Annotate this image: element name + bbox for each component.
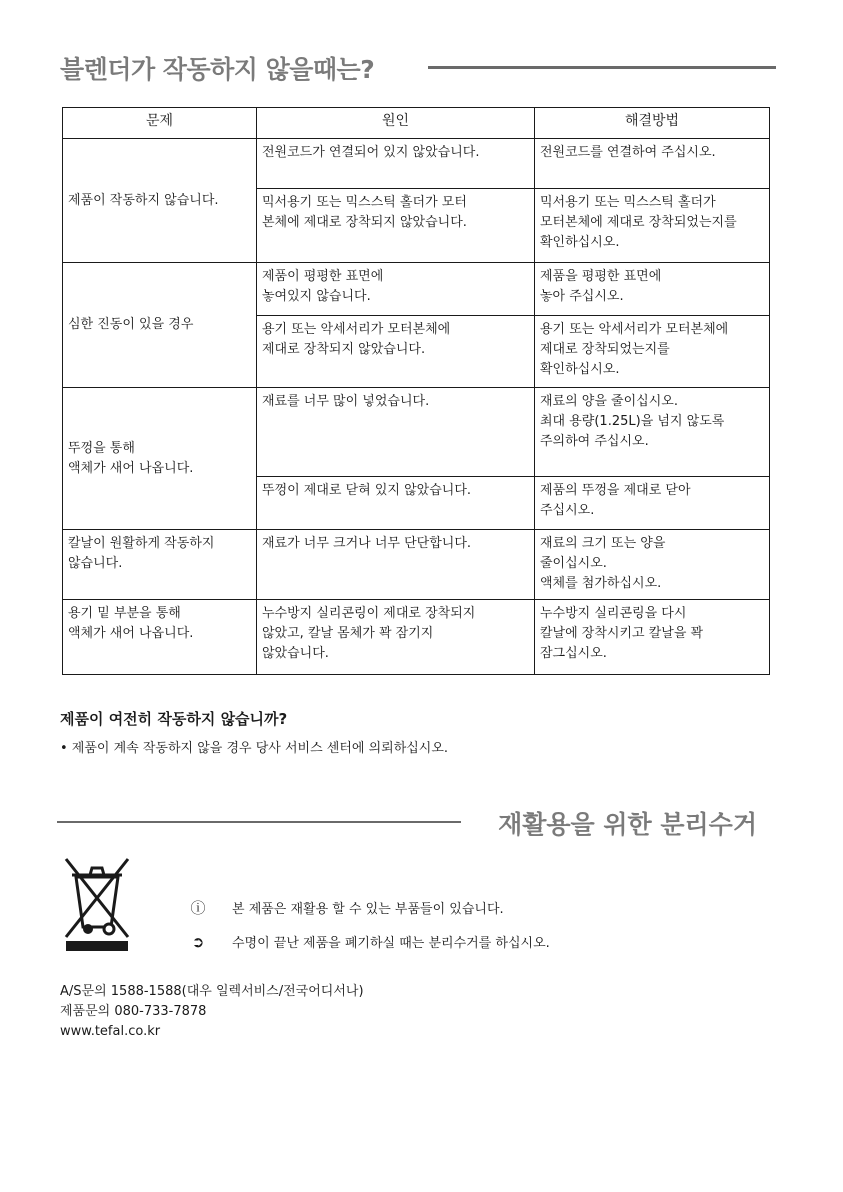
table-row [63, 600, 770, 675]
header-rule [428, 66, 776, 69]
troubleshoot-title: 블렌더가 작동하지 않을때는? [60, 55, 375, 84]
table-row [63, 530, 770, 600]
solution-cell: 재료의 크기 또는 양을 줄이십시오. 액체를 첨가하십시오. [535, 530, 770, 600]
solution-cell: 누수방지 실리콘링을 다시 칼날에 장착시키고 칼날을 꽉 잠그십시오. [535, 600, 770, 675]
table-row [63, 388, 770, 477]
table-row [63, 263, 770, 316]
service-center-note: • 제품이 계속 작동하지 않을 경우 당사 서비스 센터에 의뢰하십시오. [60, 741, 449, 756]
solution-cell: 제품을 평평한 표면에 놓아 주십시오. [535, 263, 770, 316]
as-contact-line: A/S문의 1588-1588(대우 일렉서비스/전국어디서나) [60, 984, 364, 999]
recycling-info-text: 본 제품은 재활용 할 수 있는 부품들이 있습니다. [232, 902, 504, 917]
solution-cell: 용기 또는 악세서리가 모터본체에 제대로 장착되었는지를 확인하십시오. [535, 316, 770, 388]
cause-cell: 재료가 너무 크거나 너무 단단합니다. [257, 530, 535, 600]
cause-cell: 전원코드가 연결되어 있지 않았습니다. [257, 139, 535, 189]
recycling-info-line [188, 897, 504, 918]
recycling-header [57, 805, 769, 841]
problem-cell: 심한 진동이 있을 경우 [63, 263, 257, 388]
solution-cell: 제품의 뚜껑을 제대로 닫아 주십시오. [535, 477, 770, 530]
problem-cell: 뚜껑을 통해 액체가 새어 나옵니다. [63, 388, 257, 530]
solution-cell: 재료의 양을 줄이십시오. 최대 용량(1.25L)을 넘지 않도록 주의하여 주십시오. [535, 388, 770, 477]
recycling-title: 재활용을 위한 분리수거 [498, 810, 757, 839]
info-circle-icon: ⓘ [190, 899, 206, 917]
recycling-dispose-line [188, 932, 550, 951]
table-header-row [63, 108, 770, 139]
recycling-dispose-text: 수명이 끝난 제품을 폐기하실 때는 분리수거를 하십시오. [232, 936, 550, 951]
crossed-out-bin-icon [62, 855, 132, 953]
problem-cell: 칼날이 원활하게 작동하지 않습니다. [63, 530, 257, 600]
solution-cell: 전원코드를 연결하여 주십시오. [535, 139, 770, 189]
troubleshoot-table [62, 107, 770, 675]
column-header-cause: 원인 [257, 108, 535, 139]
arrow-circle-icon: ➲ [191, 932, 205, 951]
problem-cell: 제품이 작동하지 않습니다. [63, 139, 257, 263]
cause-cell: 재료를 너무 많이 넣었습니다. [257, 388, 535, 477]
troubleshoot-header [60, 50, 776, 86]
cause-cell: 제품이 평평한 표면에 놓여있지 않습니다. [257, 263, 535, 316]
product-contact-line: 제품문의 080-733-7878 [60, 1004, 207, 1019]
solution-cell: 믹서용기 또는 믹스스틱 홀더가 모터본체에 제대로 장착되었는지를 확인하십시오. [535, 189, 770, 263]
website-line[interactable]: www.tefal.co.kr [60, 1024, 161, 1039]
still-not-working-title: 제품이 여전히 작동하지 않습니까? [60, 710, 288, 728]
table-row [63, 139, 770, 189]
header-rule [57, 821, 461, 823]
column-header-problem: 문제 [63, 108, 257, 139]
cause-cell: 누수방지 실리콘링이 제대로 장착되지 않았고, 칼날 몸체가 꽉 잠기지 않았습니다. [257, 600, 535, 675]
cause-cell: 뚜껑이 제대로 닫혀 있지 않았습니다. [257, 477, 535, 530]
problem-cell: 용기 밑 부분을 통해 액체가 새어 나옵니다. [63, 600, 257, 675]
column-header-solution: 해결방법 [535, 108, 770, 139]
cause-cell: 용기 또는 악세서리가 모터본체에 제대로 장착되지 않았습니다. [257, 316, 535, 388]
contact-info [60, 982, 364, 1042]
cause-cell: 믹서용기 또는 믹스스틱 홀더가 모터 본체에 제대로 장착되지 않았습니다. [257, 189, 535, 263]
